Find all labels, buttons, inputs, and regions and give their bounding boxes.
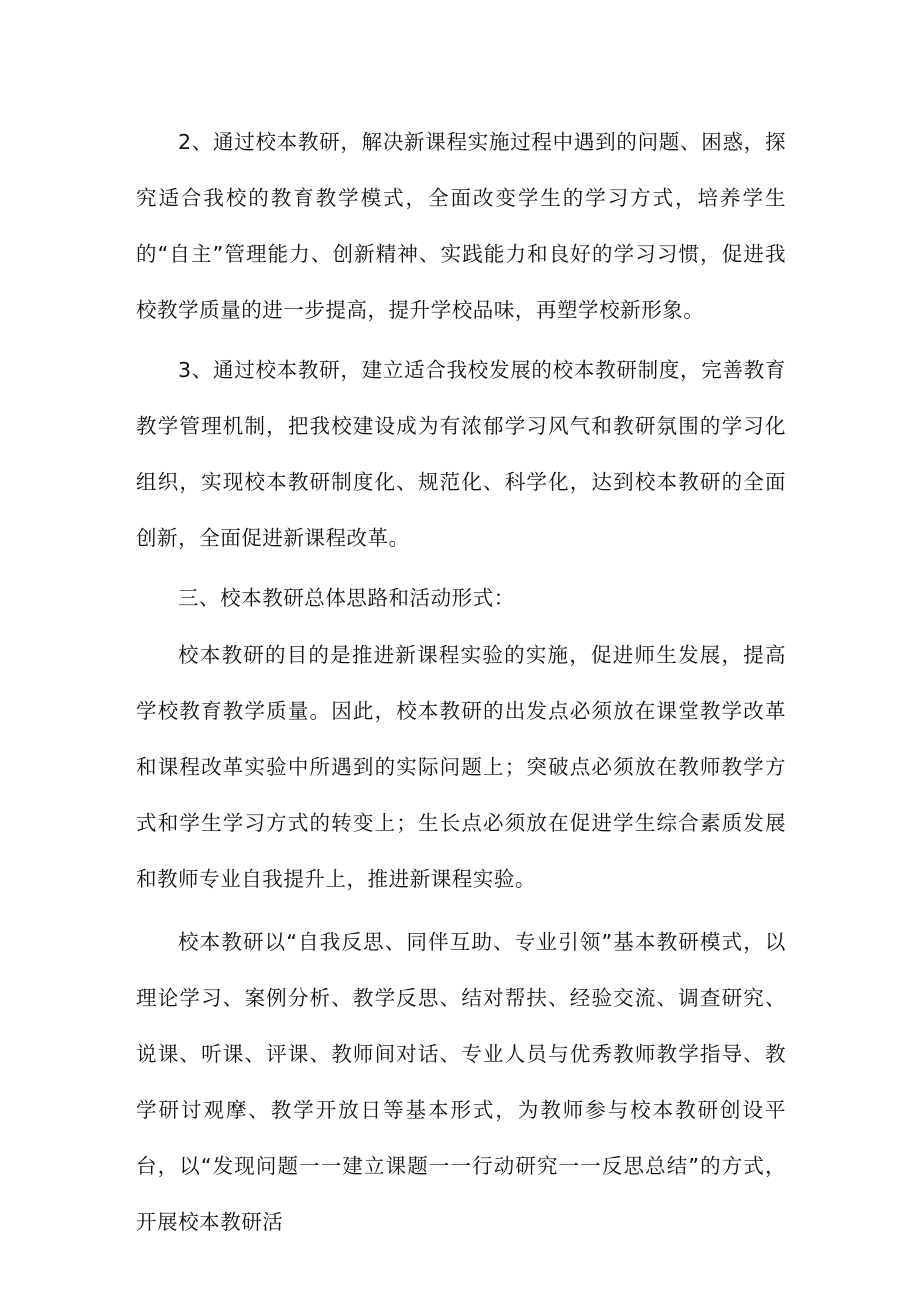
paragraph-goal-2: 2、通过校本教研，解决新课程实施过程中遇到的问题、困惑，探究适合我校的教育教学模式，全面改变学生的学习方式，培养学生的“自主”管理能力、创新精神、实践能力和良好的学习习惯，促进我校教学质量的进一步提高，提升学校品味，再塑学校新形象。 — [136, 130, 786, 322]
paragraph-forms: 校本教研以“自我反思、同伴互助、专业引领”基本教研模式，以理论学习、案例分析、教学反思、结对帮扶、经验交流、调查研究、说课、听课、评课、教师间对话、专业人员与优秀教师教学指导、教学研讨观摩、教学开放日等基本形式，为教师参与校本教研创设平台，以“发现问题一一建立课题一一行动研究一一反思总结”的方式，开展校本教研活 — [136, 930, 786, 1234]
paragraph-goal-3: 3、通过校本教研，建立适合我校发展的校本教研制度，完善教育教学管理机制，把我校建设成为有浓郁学习风气和教研氛围的学习化组织，实现校本教研制度化、规范化、科学化，达到校本教研的全面创新，全面促进新课程改革。 — [136, 358, 786, 550]
section-heading-3: 三、校本教研总体思路和活动形式： — [178, 586, 515, 610]
paragraph-purpose: 校本教研的目的是推进新课程实验的实施，促进师生发展，提高学校教育教学质量。因此，校本教研的出发点必须放在课堂教学改革和课程改革实验中所遇到的实际问题上；突破点必须放在教师教学方式和学生学习方式的转变上；生长点必须放在促进学生综合素质发展和教师专业自我提升上，推进新课程实验。 — [136, 643, 786, 891]
